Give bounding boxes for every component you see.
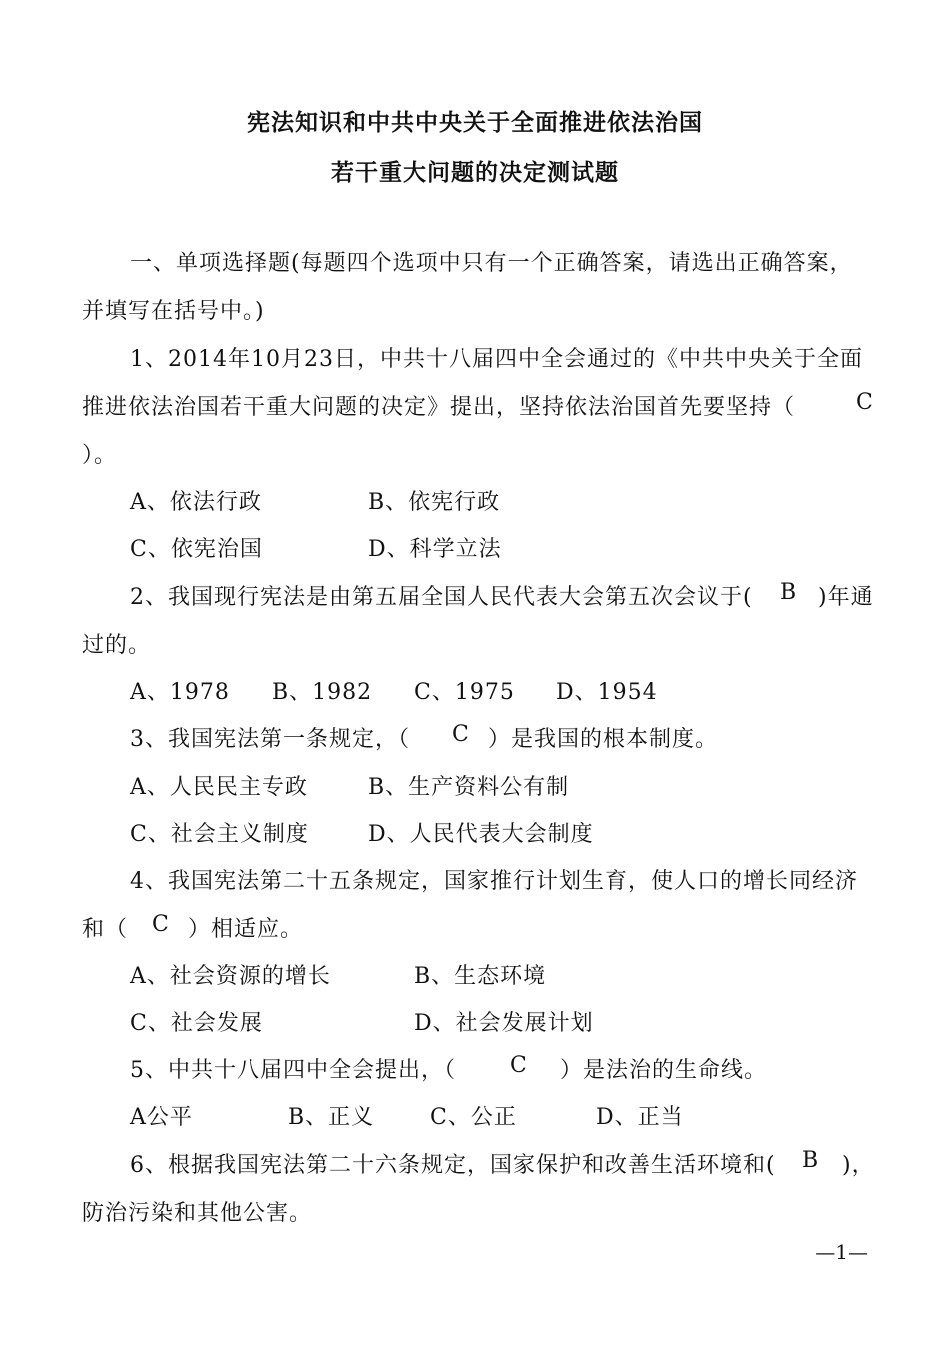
question-6-text-end: 防治污染和其他公害。 xyxy=(82,1201,313,1226)
question-2-answer: B xyxy=(780,580,798,605)
question-1-text: 1、2014年10月23日，中共十八届四中全会通过的《中共中央关于全面 xyxy=(130,347,863,372)
question-3-option-c: C、社会主义制度 xyxy=(130,822,309,847)
question-1-option-d: D、科学立法 xyxy=(368,537,502,562)
question-4-text: 4、我国宪法第二十五条规定，国家推行计划生育，使人口的增长同经济 xyxy=(130,869,858,894)
question-6-text-mid: )， xyxy=(842,1153,875,1178)
document-title-line-2: 若干重大问题的决定测试题 xyxy=(331,160,619,186)
page-number: —1— xyxy=(815,1240,868,1264)
question-1-answer: C xyxy=(856,390,874,415)
question-6-text: 6、根据我国宪法第二十六条规定，国家保护和改善生活环境和( xyxy=(130,1153,776,1178)
question-1-option-c: C、依宪治国 xyxy=(130,537,263,562)
question-3-option-d: D、人民代表大会制度 xyxy=(368,822,594,847)
question-3-text: 3、我国宪法第一条规定，（ xyxy=(130,727,410,752)
question-2-option-a: A、1978 xyxy=(130,680,230,705)
question-5-option-d: D、正当 xyxy=(596,1105,684,1130)
question-5-option-a: A公平 xyxy=(130,1105,193,1130)
question-5-option-b: B、正义 xyxy=(288,1105,375,1130)
question-4-text-end: ）相适应。 xyxy=(188,917,304,942)
question-2-text-mid: )年通 xyxy=(818,585,874,610)
question-5-answer: C xyxy=(510,1053,528,1078)
question-3-option-b: B、生产资料公有制 xyxy=(368,775,570,800)
question-2-option-d: D、1954 xyxy=(556,680,658,705)
question-2-text-end: 过的。 xyxy=(82,633,152,658)
question-4-answer: C xyxy=(152,912,170,937)
question-6-answer: B xyxy=(802,1148,820,1173)
question-3-text-end: ）是我国的根本制度。 xyxy=(488,727,719,752)
question-4-option-a: A、社会资源的增长 xyxy=(130,964,331,989)
question-1-text-cont: 推进依法治国若干重大问题的决定》提出，坚持依法治国首先要坚持（ xyxy=(82,395,796,420)
section-heading-cont: 并填写在括号中。) xyxy=(82,299,265,324)
question-1-option-a: A、依法行政 xyxy=(130,490,262,515)
question-2-option-b: B、1982 xyxy=(272,680,373,705)
question-2-option-c: C、1975 xyxy=(414,680,515,705)
question-5-text: 5、中共十八届四中全会提出，（ xyxy=(130,1058,456,1083)
question-4-text-start: 和（ xyxy=(82,917,129,942)
question-4-option-b: B、生态环境 xyxy=(414,964,547,989)
question-3-answer: C xyxy=(452,722,470,747)
question-3-option-a: A、人民民主专政 xyxy=(130,775,308,800)
section-heading: 一、单项选择题(每题四个选项中只有一个正确答案，请选出正确答案， xyxy=(130,251,853,276)
question-4-option-c: C、社会发展 xyxy=(130,1011,263,1036)
question-1-text-end: ）。 xyxy=(82,443,118,468)
question-5-text-end: ）是法治的生命线。 xyxy=(560,1058,768,1083)
document-title-line-1: 宪法知识和中共中央关于全面推进依法治国 xyxy=(247,110,703,136)
question-1-option-b: B、依宪行政 xyxy=(368,490,501,515)
question-4-option-d: D、社会发展计划 xyxy=(414,1011,594,1036)
question-5-option-c: C、公正 xyxy=(430,1105,517,1130)
question-2-text: 2、我国现行宪法是由第五届全国人民代表大会第五次会议于( xyxy=(130,585,753,610)
